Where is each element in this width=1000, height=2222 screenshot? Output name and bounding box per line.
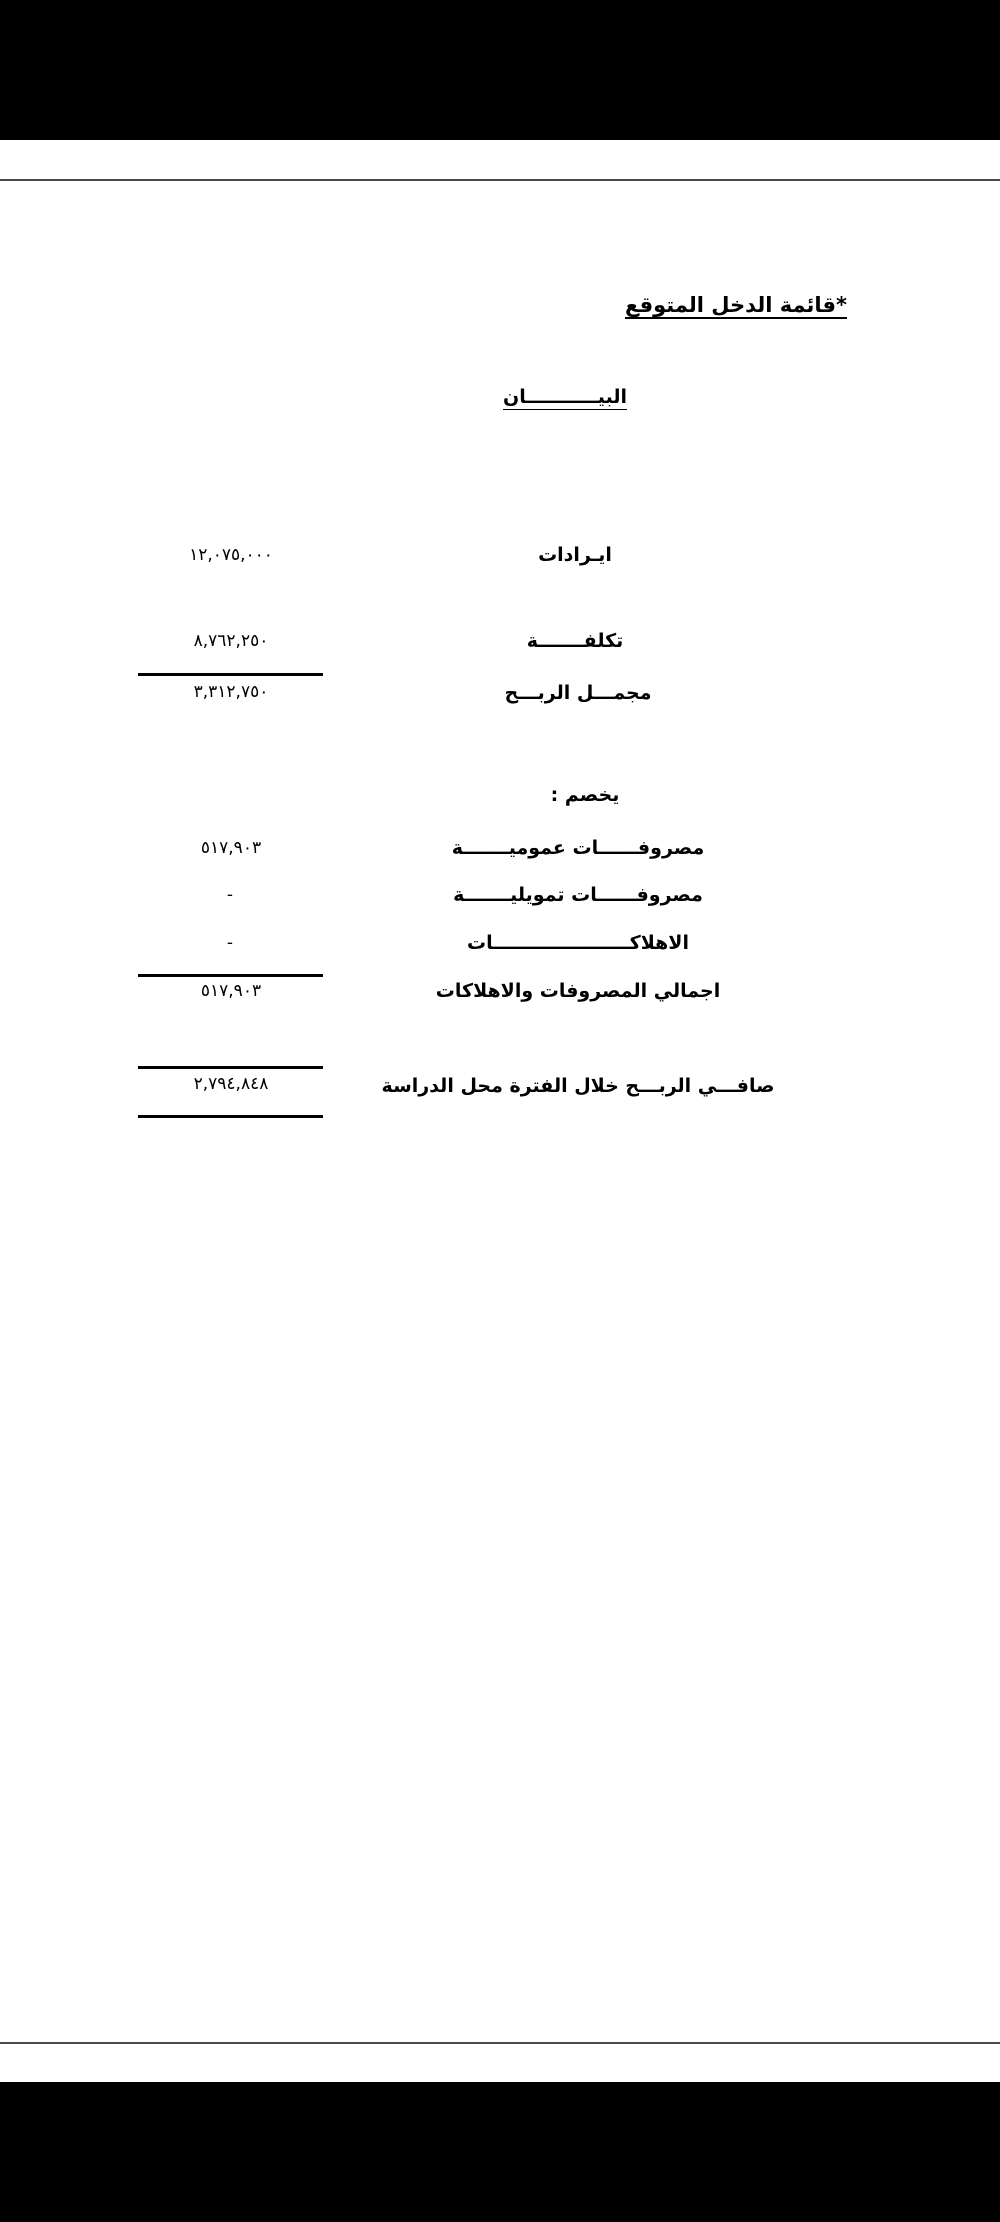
net-profit-bottom-rule	[138, 1115, 323, 1118]
net-profit-label: صافـــي الربـــح خلال الفترة محل الدراسة	[381, 1075, 775, 1097]
depreciation-label: الاهلاكـــــــــــــــــــــات	[467, 932, 689, 954]
total-expenses-value: ٥١٧,٩٠٣	[200, 981, 262, 1001]
gross-profit-label: مجمـــل الربـــح	[504, 682, 652, 704]
bottom-divider	[0, 2042, 1000, 2044]
top-divider	[0, 179, 1000, 181]
general-expenses-value: ٥١٧,٩٠٣	[200, 838, 262, 858]
finance-expenses-label: مصروفــــــات تمويليـــــــة	[453, 884, 703, 906]
deduct-label: يخصم :	[550, 784, 620, 806]
revenue-value: ١٢,٠٧٥,٠٠٠	[189, 545, 273, 565]
subtotal-rule	[138, 673, 323, 676]
cost-value: ٨,٧٦٢,٢٥٠	[193, 631, 269, 651]
expenses-total-rule	[138, 974, 323, 977]
net-profit-top-rule	[138, 1066, 323, 1069]
net-profit-value: ٢,٧٩٤,٨٤٨	[193, 1074, 269, 1094]
depreciation-value: -	[226, 933, 236, 953]
gross-profit-value: ٣,٣١٢,٧٥٠	[193, 682, 269, 702]
general-expenses-label: مصروفــــــات عموميـــــــة	[451, 837, 705, 859]
top-black-bar	[0, 0, 1000, 140]
revenue-label: ايـرادات	[538, 544, 612, 566]
total-expenses-label: اجمالي المصروفات والاهلاكات	[435, 980, 721, 1002]
column-heading: البيـــــــــــان	[503, 386, 627, 408]
document-title: *قائمة الدخل المتوقع	[625, 293, 848, 317]
cost-label: تكلفـــــــة	[526, 630, 624, 652]
bottom-black-bar	[0, 2082, 1000, 2222]
finance-expenses-value: -	[226, 885, 236, 905]
